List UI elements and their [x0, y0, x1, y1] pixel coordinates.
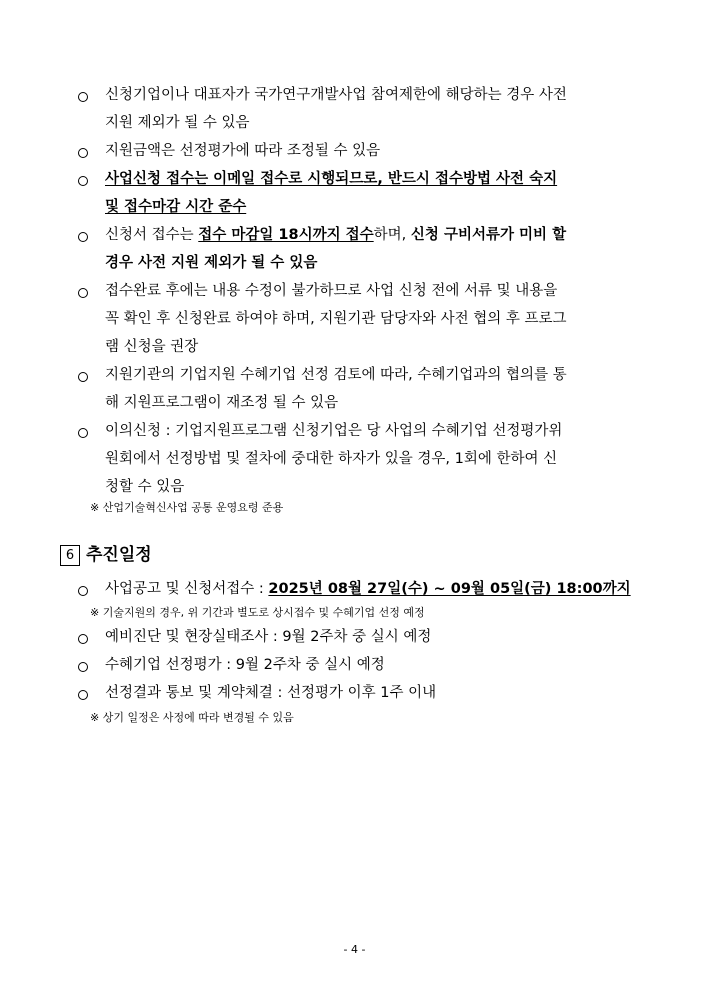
schedule-text-line: 수혜기업 선정평가 : 9월 2주차 중 실시 예정 [105, 657, 385, 673]
notice-text-line [105, 222, 566, 248]
page-number: - 4 - [343, 943, 366, 956]
circle-bullet-icon [78, 232, 88, 242]
notice-text-line: 및 접수마감 시간 준수 [105, 199, 247, 215]
reference-note: ※ 산업기술혁신사업 공통 운영요령 준용 [90, 501, 284, 514]
section-number-box: 6 [60, 545, 80, 566]
circle-bullet-icon [78, 428, 88, 438]
notice-text-line: 청할 수 있음 [105, 479, 185, 495]
notice-text-line: 사업신청 접수는 이메일 접수로 시행되므로, 반드시 접수방법 사전 숙지 [105, 171, 558, 187]
deadline-emphasis: 접수 마감일 18시까지 접수 [198, 227, 374, 243]
schedule-note: ※ 상기 일정은 사정에 따라 변경될 수 있음 [90, 711, 294, 724]
schedule-note: ※ 기술지원의 경우, 위 기간과 별도로 상시접수 및 수혜기업 선정 예정 [90, 606, 425, 619]
notice-text-line: 꼭 확인 후 신청완료 하여야 하며, 지원기관 담당자와 사전 협의 후 프로그 [105, 311, 567, 327]
notice-text-line: 지원 제외가 될 수 있음 [105, 115, 250, 131]
notice-text-line: 신청기업이나 대표자가 국가연구개발사업 참여제한에 해당하는 경우 사전 [105, 87, 567, 103]
circle-bullet-icon [78, 148, 88, 158]
application-period: 2025년 08월 27일(수) ~ 09월 05일(금) 18:00까지 [268, 581, 631, 597]
notice-text-plain: 신청서 접수는 [105, 227, 199, 243]
schedule-text-line: 선정결과 통보 및 계약체결 : 선정평가 이후 1주 이내 [105, 685, 437, 701]
circle-bullet-icon [78, 690, 88, 700]
schedule-text-line: 예비진단 및 현장실태조사 : 9월 2주차 중 실시 예정 [105, 629, 432, 645]
circle-bullet-icon [78, 176, 88, 186]
documents-emphasis: 신청 구비서류가 미비 할 [410, 227, 567, 243]
notice-text-line: 램 신청을 권장 [105, 339, 199, 355]
circle-bullet-icon [78, 372, 88, 382]
section-title: 추진일정 [86, 545, 152, 565]
circle-bullet-icon [78, 662, 88, 672]
schedule-label: 사업공고 및 신청서접수 : [105, 581, 269, 597]
notice-text-line: 원회에서 선정방법 및 절차에 중대한 하자가 있을 경우, 1회에 한하여 신 [105, 451, 558, 467]
notice-text-line: 경우 사전 지원 제외가 될 수 있음 [105, 255, 318, 271]
circle-bullet-icon [78, 92, 88, 102]
circle-bullet-icon [78, 288, 88, 298]
notice-text-line: 지원금액은 선정평가에 따라 조정될 수 있음 [105, 143, 381, 159]
notice-text-line: 해 지원프로그램이 재조정 될 수 있음 [105, 395, 339, 411]
circle-bullet-icon [78, 586, 88, 596]
notice-text-line: 이의신청 : 기업지원프로그램 신청기업은 당 사업의 수혜기업 선정평가위 [105, 423, 563, 439]
notice-text-line: 접수완료 후에는 내용 수정이 불가하므로 사업 신청 전에 서류 및 내용을 [105, 283, 558, 299]
notice-text-plain: 하며, [373, 227, 411, 243]
circle-bullet-icon [78, 634, 88, 644]
schedule-text-line [105, 576, 631, 602]
notice-text-line: 지원기관의 기업지원 수혜기업 선정 검토에 따라, 수혜기업과의 협의를 통 [105, 367, 567, 383]
